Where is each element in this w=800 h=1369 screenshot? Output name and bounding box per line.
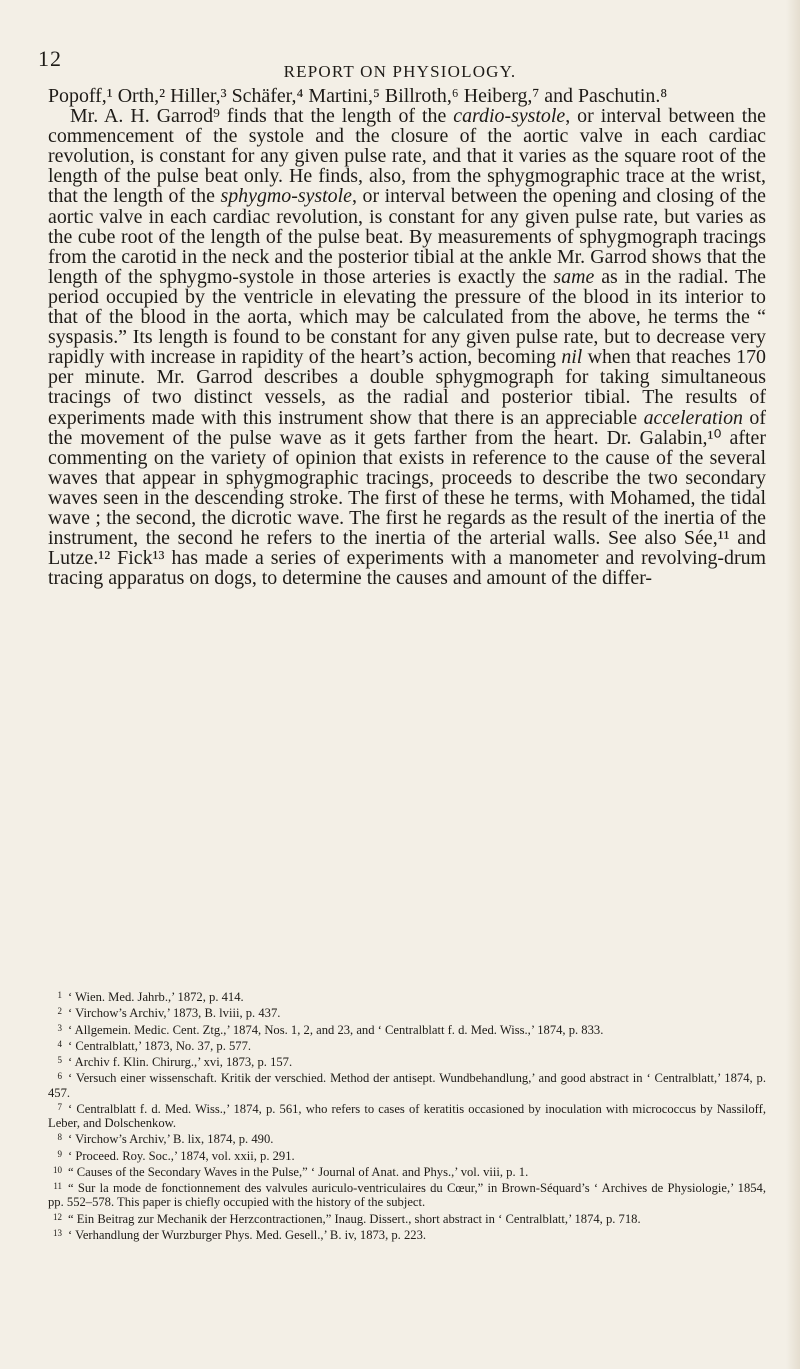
footnote xyxy=(48,1130,766,1146)
footnote xyxy=(48,1100,766,1131)
footnote xyxy=(48,1004,766,1020)
footnote-text: ‘ Wien. Med. Jahrb.,’ 1872, p. 414. xyxy=(68,990,244,1004)
footnote-number: 6 xyxy=(57,1071,62,1082)
text-run: , or interval between the opening and closing of the aortic valve in each cardiac revolution, is constant for any given pulse rate, but varies as the cube root of the length of the pulse beat. By measurements of sphygmograph tracings from the carotid in the neck and the posterior tibial at the ankle Mr. Garrod shows that the length of the sphygmo-systole in those arteries is exactly the xyxy=(48,185,766,288)
footnote xyxy=(48,1053,766,1069)
paragraph-1: Popoff,¹ Orth,² Hiller,³ Schäfer,⁴ Martini,⁵ Billroth,⁶ Heiberg,⁷ and Paschutin.⁸ xyxy=(48,85,668,107)
footnote-number: 1 xyxy=(57,990,62,1000)
italic-term: cardio-systole xyxy=(453,105,566,128)
paragraph-2 xyxy=(48,106,766,588)
text-run: of the movement of the pulse wave as it gets farther from the heart. Dr. Galabin,¹⁰ after commenting on the variety of opinion that exists in reference to the cause of the several waves that appear in sphygmographic tracings, proceeds to describe the two secondary waves seen in the descending stroke. The first of these he terms, with Mohamed, the tidal wave ; the second, the dicrotic wave. The first he regards as the result of the inertia of the instrument, the second he refers to the inertia of the arterial walls. See also Sée,¹¹ and Lutze.¹² Fick¹³ has made a series of experiments with a manometer and revolving-drum tracing apparatus on dogs, to determine the causes and amount of the differ- xyxy=(48,406,766,590)
footnote-text: ‘ Virchow’s Archiv,’ 1873, B. lviii, p. 437. xyxy=(68,1006,281,1021)
italic-term: sphygmo-systole xyxy=(220,185,352,208)
text-run: as in the radial. The period occupied by the ventricle in elevating the pressure of the blood in its interior to that of the blood in the aorta, which may be calculated from the above, he terms the “ syspasis.” Its length is found to be constant for any given pulse rate, but to decrease very rapidly with increase in rapidity of the heart’s action, becoming xyxy=(48,265,766,369)
footnote-text: ‘ Verhandlung der Wurzburger Phys. Med. Gesell.,’ B. iv, 1873, p. 223. xyxy=(68,1227,427,1242)
footnote-number: 3 xyxy=(57,1022,62,1033)
footnote xyxy=(48,1210,766,1226)
footnote-number: 5 xyxy=(57,1055,62,1065)
footnote xyxy=(48,1037,766,1053)
footnote-text: ‘ Allgemein. Medic. Cent. Ztg.,’ 1874, Nos. 1, 2, and 23, and ‘ Centralblatt f. d. Med. Wiss.,’ 1874, p. 833. xyxy=(68,1022,604,1037)
page-number: 12 xyxy=(38,46,62,71)
footnote xyxy=(48,1147,766,1163)
footnote xyxy=(48,1069,766,1100)
footnote-text: “ Sur la mode de fonctionnement des valvules auriculo-ventriculaires du Cœur,” in Brown-Séquard’s ‘ Archives de Physiologie,’ 1854, pp. 552–578. This paper is chiefly occupied with the history of the subject. xyxy=(48,1181,766,1210)
footnote-number: 10 xyxy=(53,1164,62,1175)
footnote-number: 7 xyxy=(57,1101,62,1112)
footnote xyxy=(48,988,766,1004)
body-text xyxy=(48,86,766,588)
footnote-text: ‘ Centralblatt f. d. Med. Wiss.,’ 1874, p. 561, who refers to cases of keratitis occasioned by inoculation with micrococcus by Nassiloff, Leber, and Dolschenkow. xyxy=(48,1101,766,1130)
text-run: Mr. A. H. Garrod⁹ finds that the length of the xyxy=(70,105,454,128)
footnote xyxy=(48,1226,766,1242)
text-run: , or interval between the commencement of the systole and the closure of the aortic valve in each cardiac revolution, is constant for any given pulse rate, and that it varies as the square root of the length of the pulse beat only. He finds, also, from the sphygmographic trace at the wrist, that the length of the xyxy=(48,105,766,208)
footnote-text: ‘ Versuch einer wissenschaft. Kritik der verschied. Method der antisept. Wundbehandlung,’ and good abstract in ‘ Centralblatt,’ 1874, p. 457. xyxy=(48,1071,766,1100)
footnote-number: 2 xyxy=(57,1006,62,1017)
footnote-number: 8 xyxy=(57,1132,62,1143)
italic-term: same xyxy=(553,265,595,288)
footnote-number: 12 xyxy=(53,1211,62,1222)
footnote-text: ‘ Virchow’s Archiv,’ B. lix, 1874, p. 490. xyxy=(68,1132,274,1147)
running-head: REPORT ON PHYSIOLOGY. xyxy=(283,62,517,81)
footnote xyxy=(48,1163,766,1179)
italic-term: nil xyxy=(561,346,583,369)
footnote-number: 11 xyxy=(53,1181,62,1191)
footnote-text: ‘ Centralblatt,’ 1873, No. 37, p. 577. xyxy=(68,1038,252,1053)
footnote xyxy=(48,1021,766,1037)
footnote-text: ‘ Archiv f. Klin. Chirurg.,’ xvi, 1873, p. 157. xyxy=(68,1055,293,1069)
footnote-text: “ Ein Beitrag zur Mechanik der Herzcontractionen,” Inaug. Dissert., short abstract in ‘ Centralblatt,’ 1874, p. 718. xyxy=(68,1211,641,1226)
footnote-text: “ Causes of the Secondary Waves in the Pulse,” ‘ Journal of Anat. and Phys.,’ vol. viii, p. 1. xyxy=(68,1164,529,1179)
footnote-number: 9 xyxy=(57,1148,62,1159)
footnote-number: 13 xyxy=(53,1227,62,1238)
footnote-number: 4 xyxy=(57,1038,62,1049)
footnotes xyxy=(48,988,766,1242)
text-run: when that reaches 170 per minute. Mr. Garrod describes a double sphygmograph for taking simultaneous tracings of two distinct vessels, as the radial and posterior tibial. The results of experiments made with this instrument show that there is an appreciable xyxy=(48,346,766,429)
footnote-text: ‘ Proceed. Roy. Soc.,’ 1874, vol. xxii, p. 291. xyxy=(68,1148,295,1163)
page-edge-shadow xyxy=(786,0,800,1369)
footnote xyxy=(48,1179,766,1210)
italic-term: acceleration xyxy=(643,406,743,429)
